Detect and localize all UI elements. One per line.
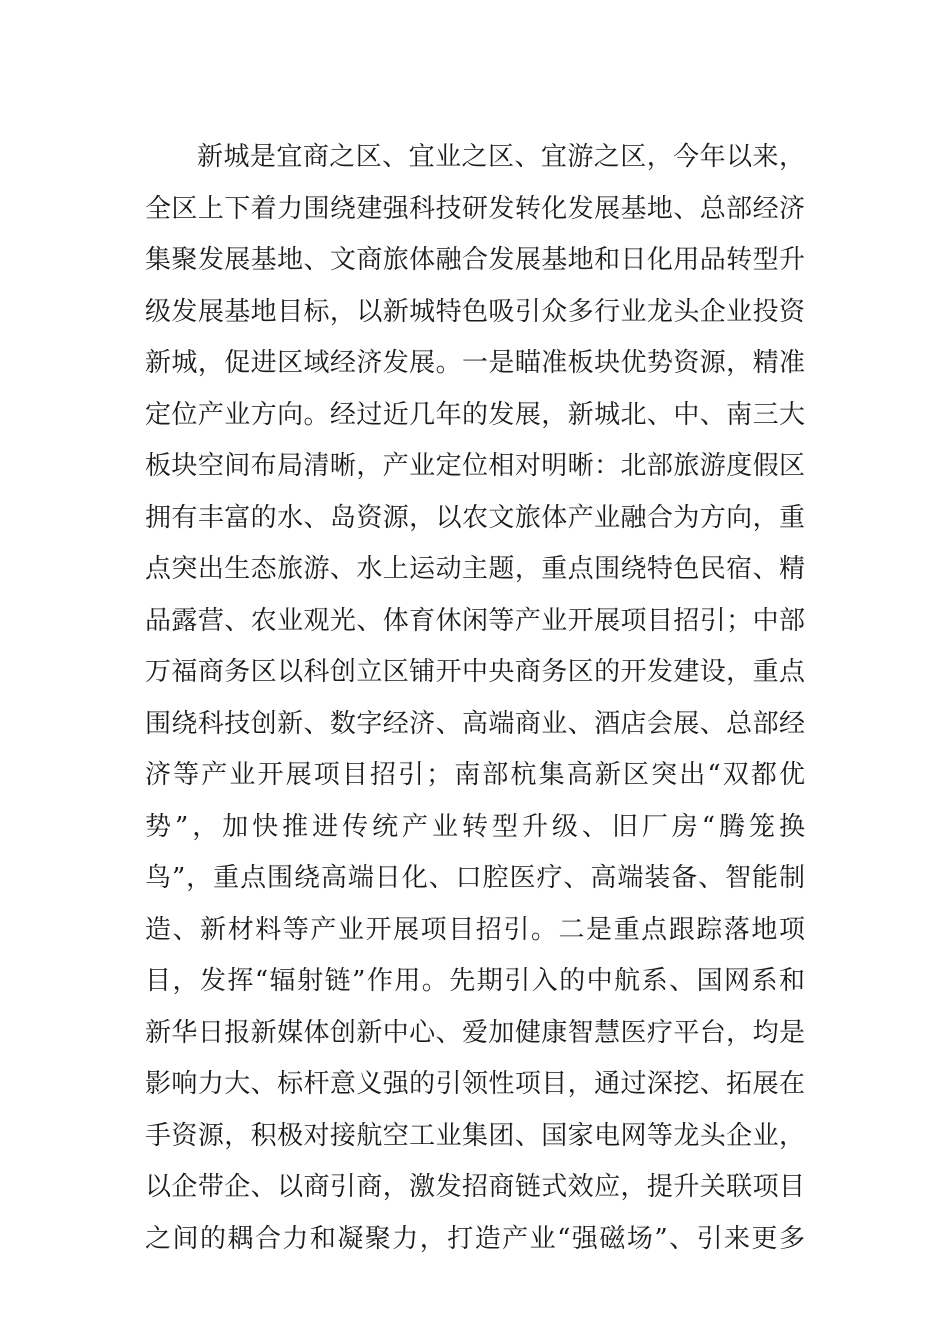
paragraph-line: 目，发挥“辐射链”作用。先期引入的中航系、国网系和 [145,966,805,996]
paragraph-line: 势”，加快推进传统产业转型升级、旧厂房“腾笼换 [145,811,805,842]
paragraph-line: 板块空间布局清晰，产业定位相对明晰：北部旅游度假区 [145,451,805,481]
paragraph-line: 围绕科技创新、数字经济、高端商业、酒店会展、总部经 [145,708,805,739]
paragraph-line: 点突出生态旅游、水上运动主题，重点围绕特色民宿、精 [145,554,805,584]
paragraph-line: 新城，促进区域经济发展。一是瞄准板块优势资源，精准 [145,348,805,378]
paragraph-line: 造、新材料等产业开展项目招引。二是重点跟踪落地项 [145,914,805,945]
paragraph-line: 新城是宜商之区、宜业之区、宜游之区，今年以来， [197,142,805,172]
paragraph-line: 万福商务区以科创立区铺开中央商务区的开发建设，重点 [145,657,805,687]
paragraph-line: 全区上下着力围绕建强科技研发转化发展基地、总部经济 [145,193,805,224]
paragraph-line: 手资源，积极对接航空工业集团、国家电网等龙头企业， [145,1120,805,1151]
paragraph-line: 鸟”，重点围绕高端日化、口腔医疗、高端装备、智能制 [145,863,805,893]
paragraph-line: 拥有丰富的水、岛资源，以农文旅体产业融合为方向，重 [145,502,805,533]
paragraph-line: 之间的耦合力和凝聚力，打造产业“强磁场”、引来更多 [145,1223,805,1254]
paragraph-line: 济等产业开展项目招引；南部杭集高新区突出“双都优 [145,760,805,790]
paragraph-line: 级发展基地目标，以新城特色吸引众多行业龙头企业投资 [145,296,805,327]
body-paragraph [145,132,805,1265]
paragraph-line: 新华日报新媒体创新中心、爱加健康智慧医疗平台，均是 [145,1017,805,1048]
paragraph-line: 以企带企、以商引商，激发招商链式效应，提升关联项目 [145,1172,805,1202]
paragraph-line: 品露营、农业观光、体育休闲等产业开展项目招引；中部 [145,605,805,636]
paragraph-line: 定位产业方向。经过近几年的发展，新城北、中、南三大 [145,399,805,430]
paragraph-line: 影响力大、标杆意义强的引领性项目，通过深挖、拓展在 [145,1069,805,1099]
paragraph-line: 集聚发展基地、文商旅体融合发展基地和日化用品转型升 [145,245,805,275]
